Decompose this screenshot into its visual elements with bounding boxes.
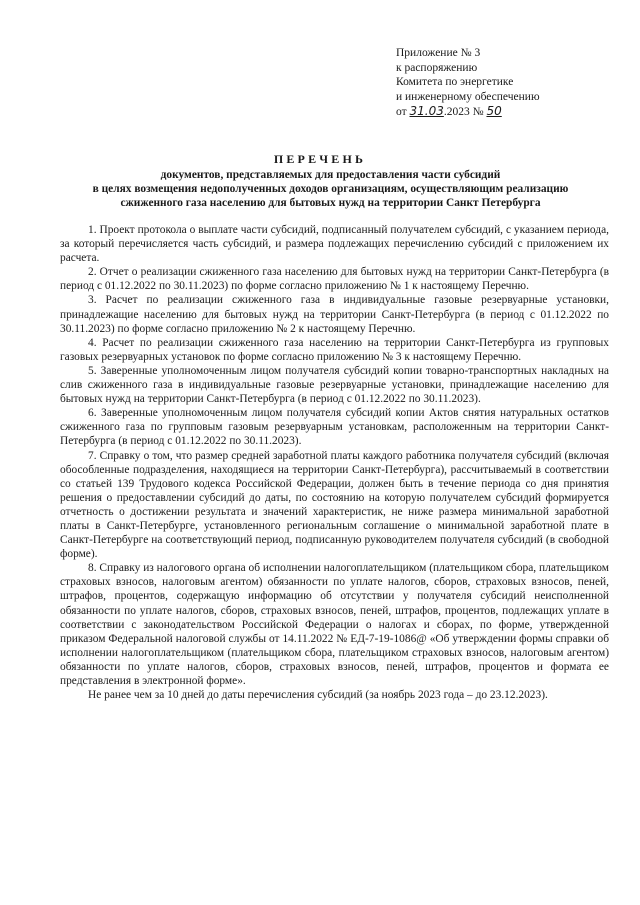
item-2-paragraph: 2. Отчет о реализации сжиженного газа населению для бытовых нужд на территории Санкт-Петербурга (в период с 01.12.2022 по 30.11.2023) по форме согласно приложению № 1 к настоящему Перечню. [60,266,609,293]
subtitle-line-1: документов, представляемых для предоставления части субсидий [160,169,501,181]
item-1-paragraph: 1. Проект протокола о выплате части субсидий, подписанный получателем субсидий, с указанием периода, за который перечисляется часть субсидий, и размера подлежащих перечислению субсидий с приложением их расчета. [60,224,609,265]
appendix-number: Приложение № 3 [396,47,481,59]
item-8-paragraph: 8. Справку из налогового органа об исполнении налогоплательщиком (плательщиком сбора, плательщиком страховых взносов, налоговым агентом) обязанности по уплате налогов, сборов, страховых взносов, пеней, штрафов, процентов, содержащую информацию об отсутствии у получателя субсидий неисполненной обязанности по уплате налогов, сборов, страховых взносов, пеней, штрафов, процентов, подлежащих уплате в соответствии с законодательством Российской Федерации о налогах и сборах, по форме, утвержденной приказом Федеральной налоговой службы от 14.11.2022 № ЕД-7-19-1086@ «Об утверждении формы справки об исполнении налогоплательщиком (плательщиком сбора, плательщиком страховых взносов, налоговым агентом) обязанности по уплате налогов, сборов, страховых взносов, пеней, штрафов, процентов и формата ее представления в электронной форме». [60,562,609,687]
appendix-order-line: к распоряжению [396,61,478,74]
document-subtitle [58,168,603,211]
date-year: .2023 № [443,106,484,119]
item-7-paragraph: 7. Справку о том, что размер средней заработной платы каждого работника получателя субсидий (включая обособленные подразделения, находящиеся на территории Санкт-Петербурга), рассчитываемый в соответствии со статьей 139 Трудового кодекса Российской Федерации, должен быть в течение периода со дня принятия решения о предоставлении субсидий до даты, по состоянию на которую получателем субсидий формируется отчетность о достижении результата и значений характеристик, не ниже размера минимальной заработной платы в Санкт-Петербурге, установленного региональным соглашение о минимальной заработной плате в Санкт-Петербурге на соответствующий период, подписанную руководителем получателя субсидий (в свободной форме). [60,449,609,561]
deadline-paragraph: Не ранее чем за 10 дней до даты перечисления субсидий (за ноябрь 2023 года – до 23.12.2023). [88,689,548,702]
document-body [60,223,609,702]
handwritten-date: 31.03 [409,104,444,119]
appendix-committee-line: Комитета по энергетике [396,76,514,89]
document-title: ПЕРЕЧЕНЬ [273,152,367,166]
item-3-paragraph: 3. Расчет по реализации сжиженного газа в индивидуальные газовые резервуарные установки, принадлежащие населению для бытовых нужд на территории Санкт-Петербурга (в период с 01.12.2022 по 30.11.2023) по форме согласно приложению № 2 к настоящему Перечню. [60,294,609,335]
handwritten-number: 50 [486,104,502,119]
item-6-paragraph: 6. Заверенные уполномоченным лицом получателя субсидий копии Актов снятия натуральных остатков сжиженного газа по групповым газовым резервуарным установкам, расположенным на территории Санкт-Петербурга (в период с 01.12.2022 по 30.11.2023). [60,407,609,448]
item-4-paragraph: 4. Расчет по реализации сжиженного газа населению на территории Санкт-Петербурга из групповых газовых резервуарных установок по форме согласно приложению № 3 к настоящему Перечню. [60,336,609,363]
subtitle-line-2: в целях возмещения недополученных доходов организациям, осуществляющим реализацию [92,183,569,196]
appendix-engineering-line: и инженерному обеспечению [396,90,540,103]
item-5-paragraph: 5. Заверенные уполномоченным лицом получателя субсидий копии товарно-транспортных накладных на слив сжиженного газа в индивидуальные газовые резервуарные установки, принадлежащие населению для бытовых нужд на территории Санкт-Петербурга (в период с 01.12.2022 по 30.11.2023). [60,364,609,406]
date-prefix: от [396,106,407,119]
subtitle-line-3: сжиженного газа населению для бытовых нужд на территории Санкт Петербурга [120,197,541,210]
appendix-date-line [396,104,540,120]
appendix-header [396,46,540,120]
